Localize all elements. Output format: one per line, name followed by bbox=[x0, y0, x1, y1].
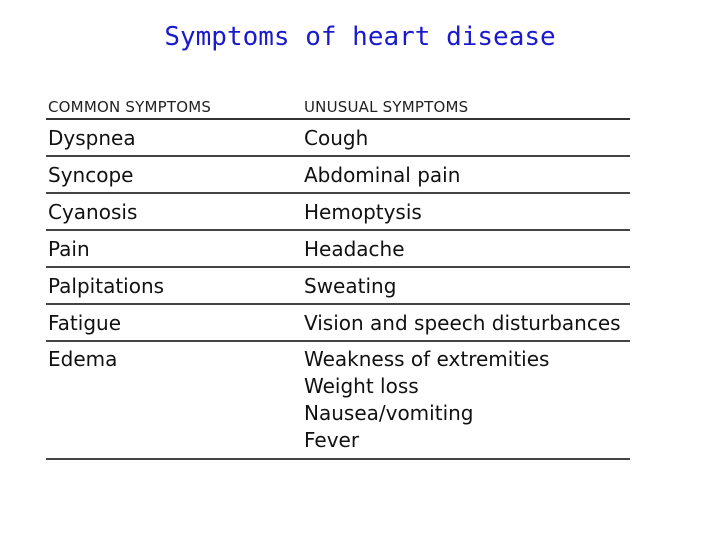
common-symptom-cell: Pain bbox=[48, 236, 90, 261]
unusual-symptom-cell: Weight loss bbox=[304, 374, 419, 398]
common-symptom-cell: Cyanosis bbox=[48, 199, 138, 224]
common-symptom-cell: Edema bbox=[48, 347, 118, 371]
table-row bbox=[46, 231, 630, 268]
table-row bbox=[46, 120, 630, 157]
unusual-symptom-cell: Vision and speech disturbances bbox=[304, 310, 621, 335]
table-row bbox=[46, 342, 630, 460]
unusual-symptom-cell: Cough bbox=[304, 125, 369, 150]
table-row bbox=[46, 305, 630, 342]
unusual-symptom-list bbox=[304, 346, 630, 454]
table-header-row bbox=[46, 92, 630, 120]
common-symptom-cell: Syncope bbox=[48, 162, 134, 187]
unusual-symptom-cell: Sweating bbox=[304, 273, 397, 298]
header-unusual-symptoms: UNUSUAL SYMPTOMS bbox=[304, 98, 469, 116]
table-row bbox=[46, 194, 630, 231]
header-common-symptoms: COMMON SYMPTOMS bbox=[48, 98, 212, 116]
slide-title: Symptoms of heart disease bbox=[164, 22, 556, 52]
unusual-symptom-cell: Headache bbox=[304, 236, 405, 261]
symptoms-table bbox=[46, 92, 630, 460]
common-symptom-cell: Dyspnea bbox=[48, 125, 136, 150]
unusual-symptom-cell: Weakness of extremities bbox=[304, 347, 550, 371]
unusual-symptom-cell: Nausea/vomiting bbox=[304, 401, 474, 425]
unusual-symptom-cell: Abdominal pain bbox=[304, 162, 461, 187]
unusual-symptom-cell: Fever bbox=[304, 428, 360, 452]
table-row bbox=[46, 268, 630, 305]
common-symptom-cell: Palpitations bbox=[48, 273, 165, 298]
unusual-symptom-cell: Hemoptysis bbox=[304, 199, 422, 224]
common-symptom-cell: Fatigue bbox=[48, 310, 121, 335]
table-row bbox=[46, 157, 630, 194]
